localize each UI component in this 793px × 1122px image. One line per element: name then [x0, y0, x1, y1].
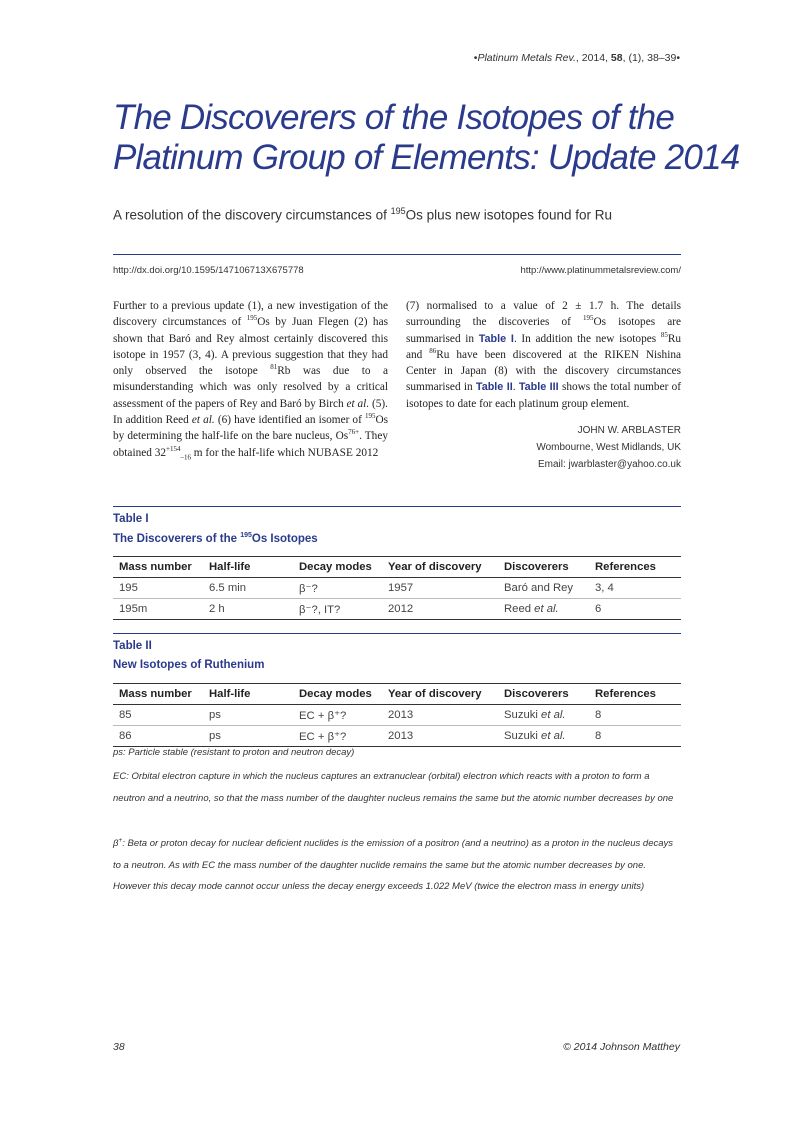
- body-column-right: (7) normalised to a value of 2 ± 1.7 h. The details surrounding the discoveries of $^{195}$Os isotopes are summarised in Table I. In addition the new isotopes $^{85}$Ru and $^{86}$Ru have been discovered at the RIKEN Nishina Center in Japan (8) with the discovery circumstances summarised in Table II. Table III shows the total number of isotopes to date for each platinum group element.: [406, 300, 682, 410]
- header-divider: [113, 254, 681, 255]
- table2-header: References: [595, 688, 656, 700]
- author-location: Wombourne, West Midlands, UK: [536, 442, 681, 453]
- table-row: [113, 705, 681, 726]
- table-2-link[interactable]: Table II: [475, 381, 513, 394]
- table2-header: Half-life: [209, 688, 251, 700]
- table1-divider: [113, 506, 681, 507]
- table-cell: 2013: [382, 705, 498, 726]
- title-line-2: Platinum Group of Elements: Update 2014: [113, 138, 740, 177]
- note-ec: EC: Orbital electron capture in which the nucleus captures an extranuclear (orbital) electron which reacts with a proton to form a neutron and a neutrino, so that the mass number of the daughter nucleus remains the same but the atomic number decreases by one: [113, 771, 674, 804]
- table1-header: Mass number: [119, 561, 192, 573]
- table1-header: Year of discovery: [388, 561, 482, 573]
- table2-header: Decay modes: [299, 688, 372, 700]
- table-cell: ps: [209, 730, 221, 742]
- table-row: [113, 578, 681, 599]
- table-cell: 195m: [119, 603, 148, 615]
- body-column-left: Further to a previous update (1), a new investigation of the discovery circumstances of $^{195}$Os by Juan Flegen (2) has shown that Baró and Rey almost certainly discovered this isotope in 1957 (3, 4). A previous suggestion that they had only observed the isotope $^{81}$Rb was due to a misunderstanding which was only resolved by a critical assessment of the papers of Rey and Baró by Birch et al. (5). In addition Reed et al. (6) have identified an isomer of $^{195}$Os by determining the half-life on the bare nucleus, $Os^{76+}$. They obtained $32^{+154}_{-16}$ m for the half-life which NUBASE 2012: [113, 300, 388, 461]
- table-cell: 6.5 min: [203, 578, 293, 599]
- table-cell: 8: [595, 730, 602, 742]
- running-head: •Platinum Metals Rev., 2014, 58, (1), 38–39•: [473, 52, 680, 64]
- table-cell: EC + β⁺?: [299, 730, 347, 743]
- page-title: [113, 98, 740, 178]
- copyright: © 2014 Johnson Matthey: [563, 1041, 680, 1053]
- subtitle-text-2: Os plus new isotopes found for Ru: [405, 207, 613, 223]
- table1: [113, 556, 681, 620]
- table-cell: Baró and Rey: [498, 578, 589, 599]
- table-cell: 2013: [388, 730, 414, 742]
- subtitle-text-1: A resolution of the discovery circumstances of: [113, 207, 391, 223]
- doi-link[interactable]: http://dx.doi.org/10.1595/147106713X675778: [113, 265, 304, 276]
- table2-caption: New Isotopes of Ruthenium: [113, 659, 265, 671]
- table2-header: Discoverers: [504, 688, 569, 700]
- author-name: JOHN W. ARBLASTER: [577, 425, 681, 436]
- table-cell: 2 h: [209, 603, 225, 615]
- table2-header: Mass number: [119, 688, 192, 700]
- table-cell: β⁻?, IT?: [299, 603, 341, 616]
- table2-header-row: [113, 684, 681, 705]
- table-cell: 6: [595, 603, 602, 615]
- table2: [113, 683, 681, 747]
- table1-header: References: [595, 561, 656, 573]
- table-cell: Reed et al.: [504, 603, 559, 615]
- running-head-volume: 58: [610, 52, 623, 64]
- author-email[interactable]: Email: jwarblaster@yahoo.co.uk: [538, 459, 681, 470]
- table1-header: Decay modes: [299, 561, 372, 573]
- running-head-pages: , (1), 38–39: [622, 52, 677, 64]
- journal-name: Platinum Metals Rev.: [477, 52, 576, 64]
- subtitle-sup: 195: [390, 206, 406, 216]
- table2-label: Table II: [113, 640, 152, 652]
- table1-header: Half-life: [209, 561, 251, 573]
- note-beta: β+: Beta or proton decay for nuclear deficient nuclides is the emission of a positron (and a neutrino) as a proton in the nucleus decays to a neutron. As with EC the mass number of the daughter nuclide remains the same but the atomic number decreases by one. However this decay mode cannot occur unless the decay energy exceeds 1.022 MeV (twice the electron mass in energy units): [113, 837, 674, 893]
- page-number: 38: [113, 1041, 125, 1053]
- table-cell: Suzuki et al.: [504, 730, 566, 742]
- table-cell: 8: [589, 705, 681, 726]
- table-row: [113, 599, 681, 620]
- running-head-year: , 2014,: [575, 52, 611, 64]
- table-cell: 1957: [382, 578, 498, 599]
- table1-label: Table I: [113, 513, 149, 525]
- table-cell: 2012: [388, 603, 414, 615]
- table-1-link[interactable]: Table I: [478, 332, 514, 345]
- table-cell: 85: [113, 705, 203, 726]
- table-cell: ps: [203, 705, 293, 726]
- table-cell: 86: [119, 730, 132, 742]
- table1-header: Discoverers: [504, 561, 569, 573]
- table-cell: EC + β⁺?: [293, 705, 382, 726]
- title-line-1: The Discoverers of the Isotopes of the: [113, 98, 675, 137]
- table2-divider: [113, 633, 681, 634]
- table1-header-row: [113, 557, 681, 578]
- table1-caption: The Discoverers of the $^{195}$Os Isotopes: [113, 532, 318, 545]
- subtitle: [113, 206, 612, 223]
- website-link[interactable]: http://www.platinummetalsreview.com/: [520, 265, 681, 276]
- table-cell: 3, 4: [589, 578, 681, 599]
- table-cell: 195: [113, 578, 203, 599]
- table2-header: Year of discovery: [388, 688, 482, 700]
- table-3-link[interactable]: Table III: [518, 381, 559, 394]
- table-cell: β⁻?: [293, 578, 382, 599]
- table-cell: Suzuki et al.: [498, 705, 589, 726]
- note-ps: ps: Particle stable (resistant to proton and neutron decay): [113, 747, 355, 758]
